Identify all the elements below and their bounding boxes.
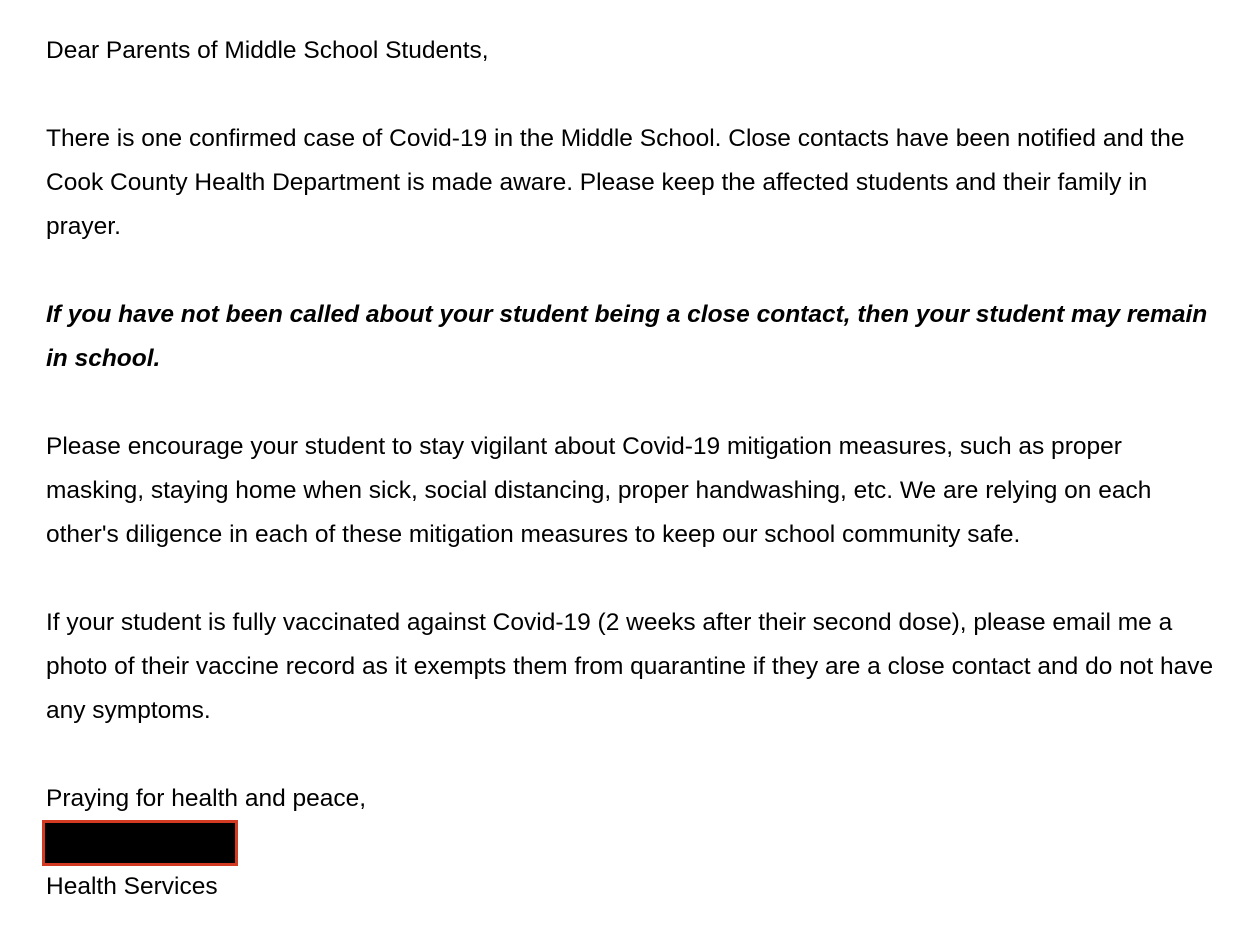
- paragraph-gap: [46, 381, 1226, 425]
- letter-body: [46, 29, 1226, 909]
- paragraph-gap: [46, 249, 1226, 293]
- case-notice-paragraph: There is one confirmed case of Covid-19 in the Middle School. Close contacts have been notified and the Cook County Health Department is made aware. Please keep the affected students and their family in prayer.: [46, 125, 1185, 240]
- redacted-signature: [42, 820, 238, 866]
- close-contact-notice: If you have not been called about your student being a close contact, then your student may remain in school.: [46, 301, 1208, 372]
- closing-line: Praying for health and peace,: [46, 785, 367, 812]
- department-name: Health Services: [46, 873, 218, 900]
- paragraph-gap: [46, 73, 1226, 117]
- mitigation-paragraph: Please encourage your student to stay vigilant about Covid-19 mitigation measures, such as proper masking, staying home when sick, social distancing, proper handwashing, etc. We are relying on each other's diligence in each of these mitigation measures to keep our school community safe.: [46, 433, 1152, 548]
- paragraph-gap: [46, 733, 1226, 777]
- paragraph-gap: [46, 557, 1226, 601]
- greeting: Dear Parents of Middle School Students,: [46, 37, 489, 64]
- vaccination-paragraph: If your student is fully vaccinated against Covid-19 (2 weeks after their second dose), please email me a photo of their vaccine record as it exempts them from quarantine if they are a close contact and do not have any symptoms.: [46, 609, 1214, 724]
